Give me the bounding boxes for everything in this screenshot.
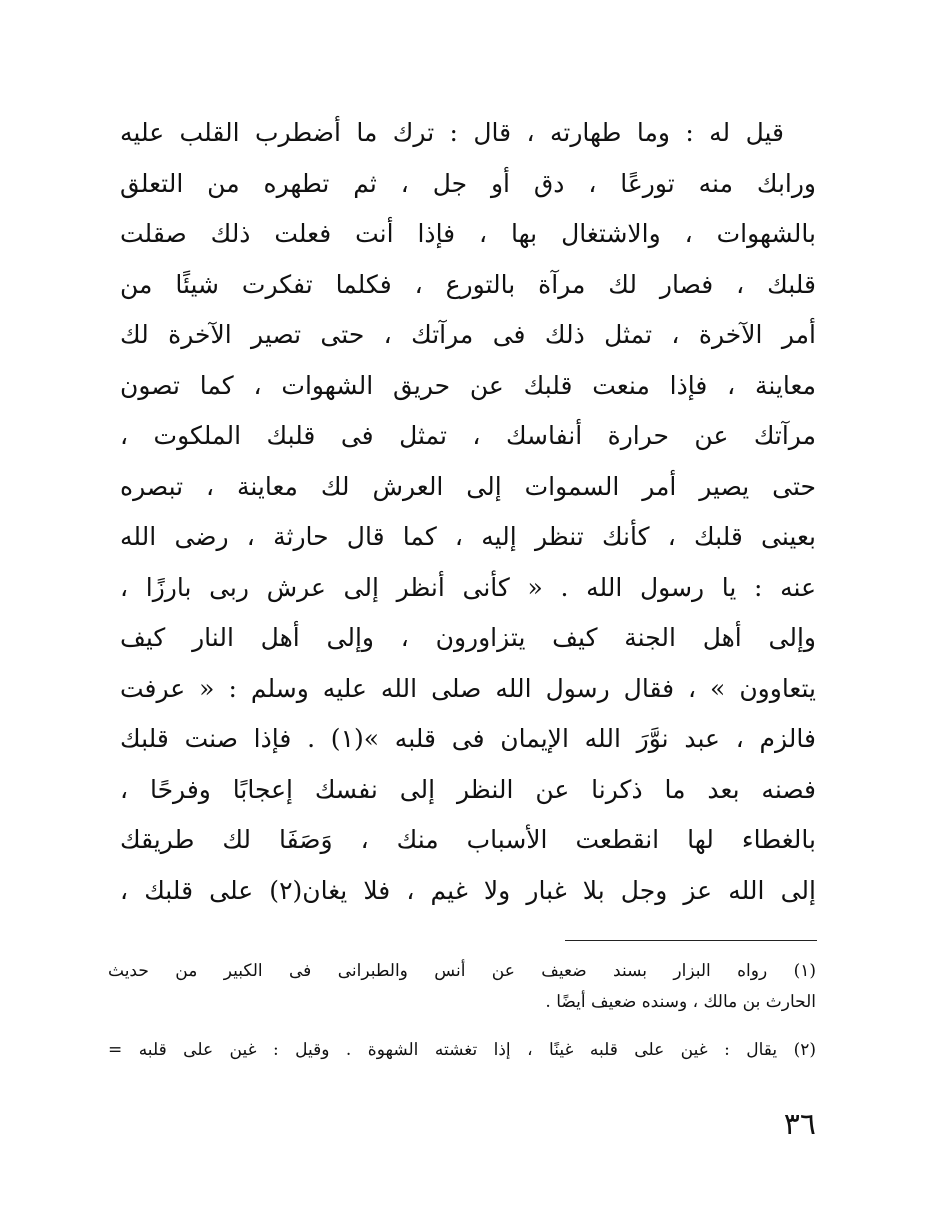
text-line: إلى الله عز وجل بلا غبار ولا غيم ، فلا يغان(٢) على قلبك ، [120,875,816,905]
footnote-1: (١) رواه البزار بسند ضعيف عن أنس والطبرانى فى الكبير من حديث [108,961,816,981]
footnote-separator [565,940,817,941]
footnote-1-continuation: الحارث بن مالك ، وسنده ضعيف أيضًا . [545,992,816,1012]
text-line: بالغطاء لها انقطعت الأسباب منك ، وَصَفَا لك طريقك [120,825,816,854]
text-line: معاينة ، فإذا منعت قلبك عن حريق الشهوات ، كما تصون [120,370,816,400]
footnote-2: (٢) يقال : غين على قلبه غينًا ، إذا تغشته الشهوة . وقيل : غين على قلبه = [108,1040,816,1060]
page-number: ٣٦ [783,1107,816,1142]
text-line: عنه : يا رسول الله . « كأنى أنظر إلى عرش ربى بارزًا ، [120,572,816,602]
text-line: ورابك منه تورعًا ، دق أو جل ، ثم تطهره من التعلق [120,168,816,198]
text-line: قيل له : وما طهارته ، قال : ترك ما أضطرب القلب عليه [120,118,784,147]
text-line: بالشهوات ، والاشتغال بها ، فإذا أنت فعلت ذلك صقلت [120,219,816,248]
text-line: وإلى أهل الجنة كيف يتزاورون ، وإلى أهل النار كيف [120,623,816,652]
text-line: يتعاوون » ، فقال رسول الله صلى الله عليه وسلم : « عرفت [120,673,816,703]
footnotes-block [108,956,816,1066]
main-text-block [120,108,816,916]
text-line: فصنه بعد ما ذكرنا عن النظر إلى نفسك إعجابًا وفرحًا ، [120,774,816,804]
text-line: مرآتك عن حرارة أنفاسك ، تمثل فى قلبك الملكوت ، [120,421,816,450]
text-line: قلبك ، فصار لك مرآة بالتورع ، فكلما تفكرت شيئًا من [120,269,816,299]
text-line: حتى يصير أمر السموات إلى العرش لك معاينة ، تبصره [120,471,816,501]
text-line: بعينى قلبك ، كأنك تنظر إليه ، كما قال حارثة ، رضى الله [120,522,816,551]
text-line: أمر الآخرة ، تمثل ذلك فى مرآتك ، حتى تصير الآخرة لك [120,320,816,349]
text-line: فالزم ، عبد نوَّرَ الله الإيمان فى قلبه »(١) . فإذا صنت قلبك [120,724,816,753]
